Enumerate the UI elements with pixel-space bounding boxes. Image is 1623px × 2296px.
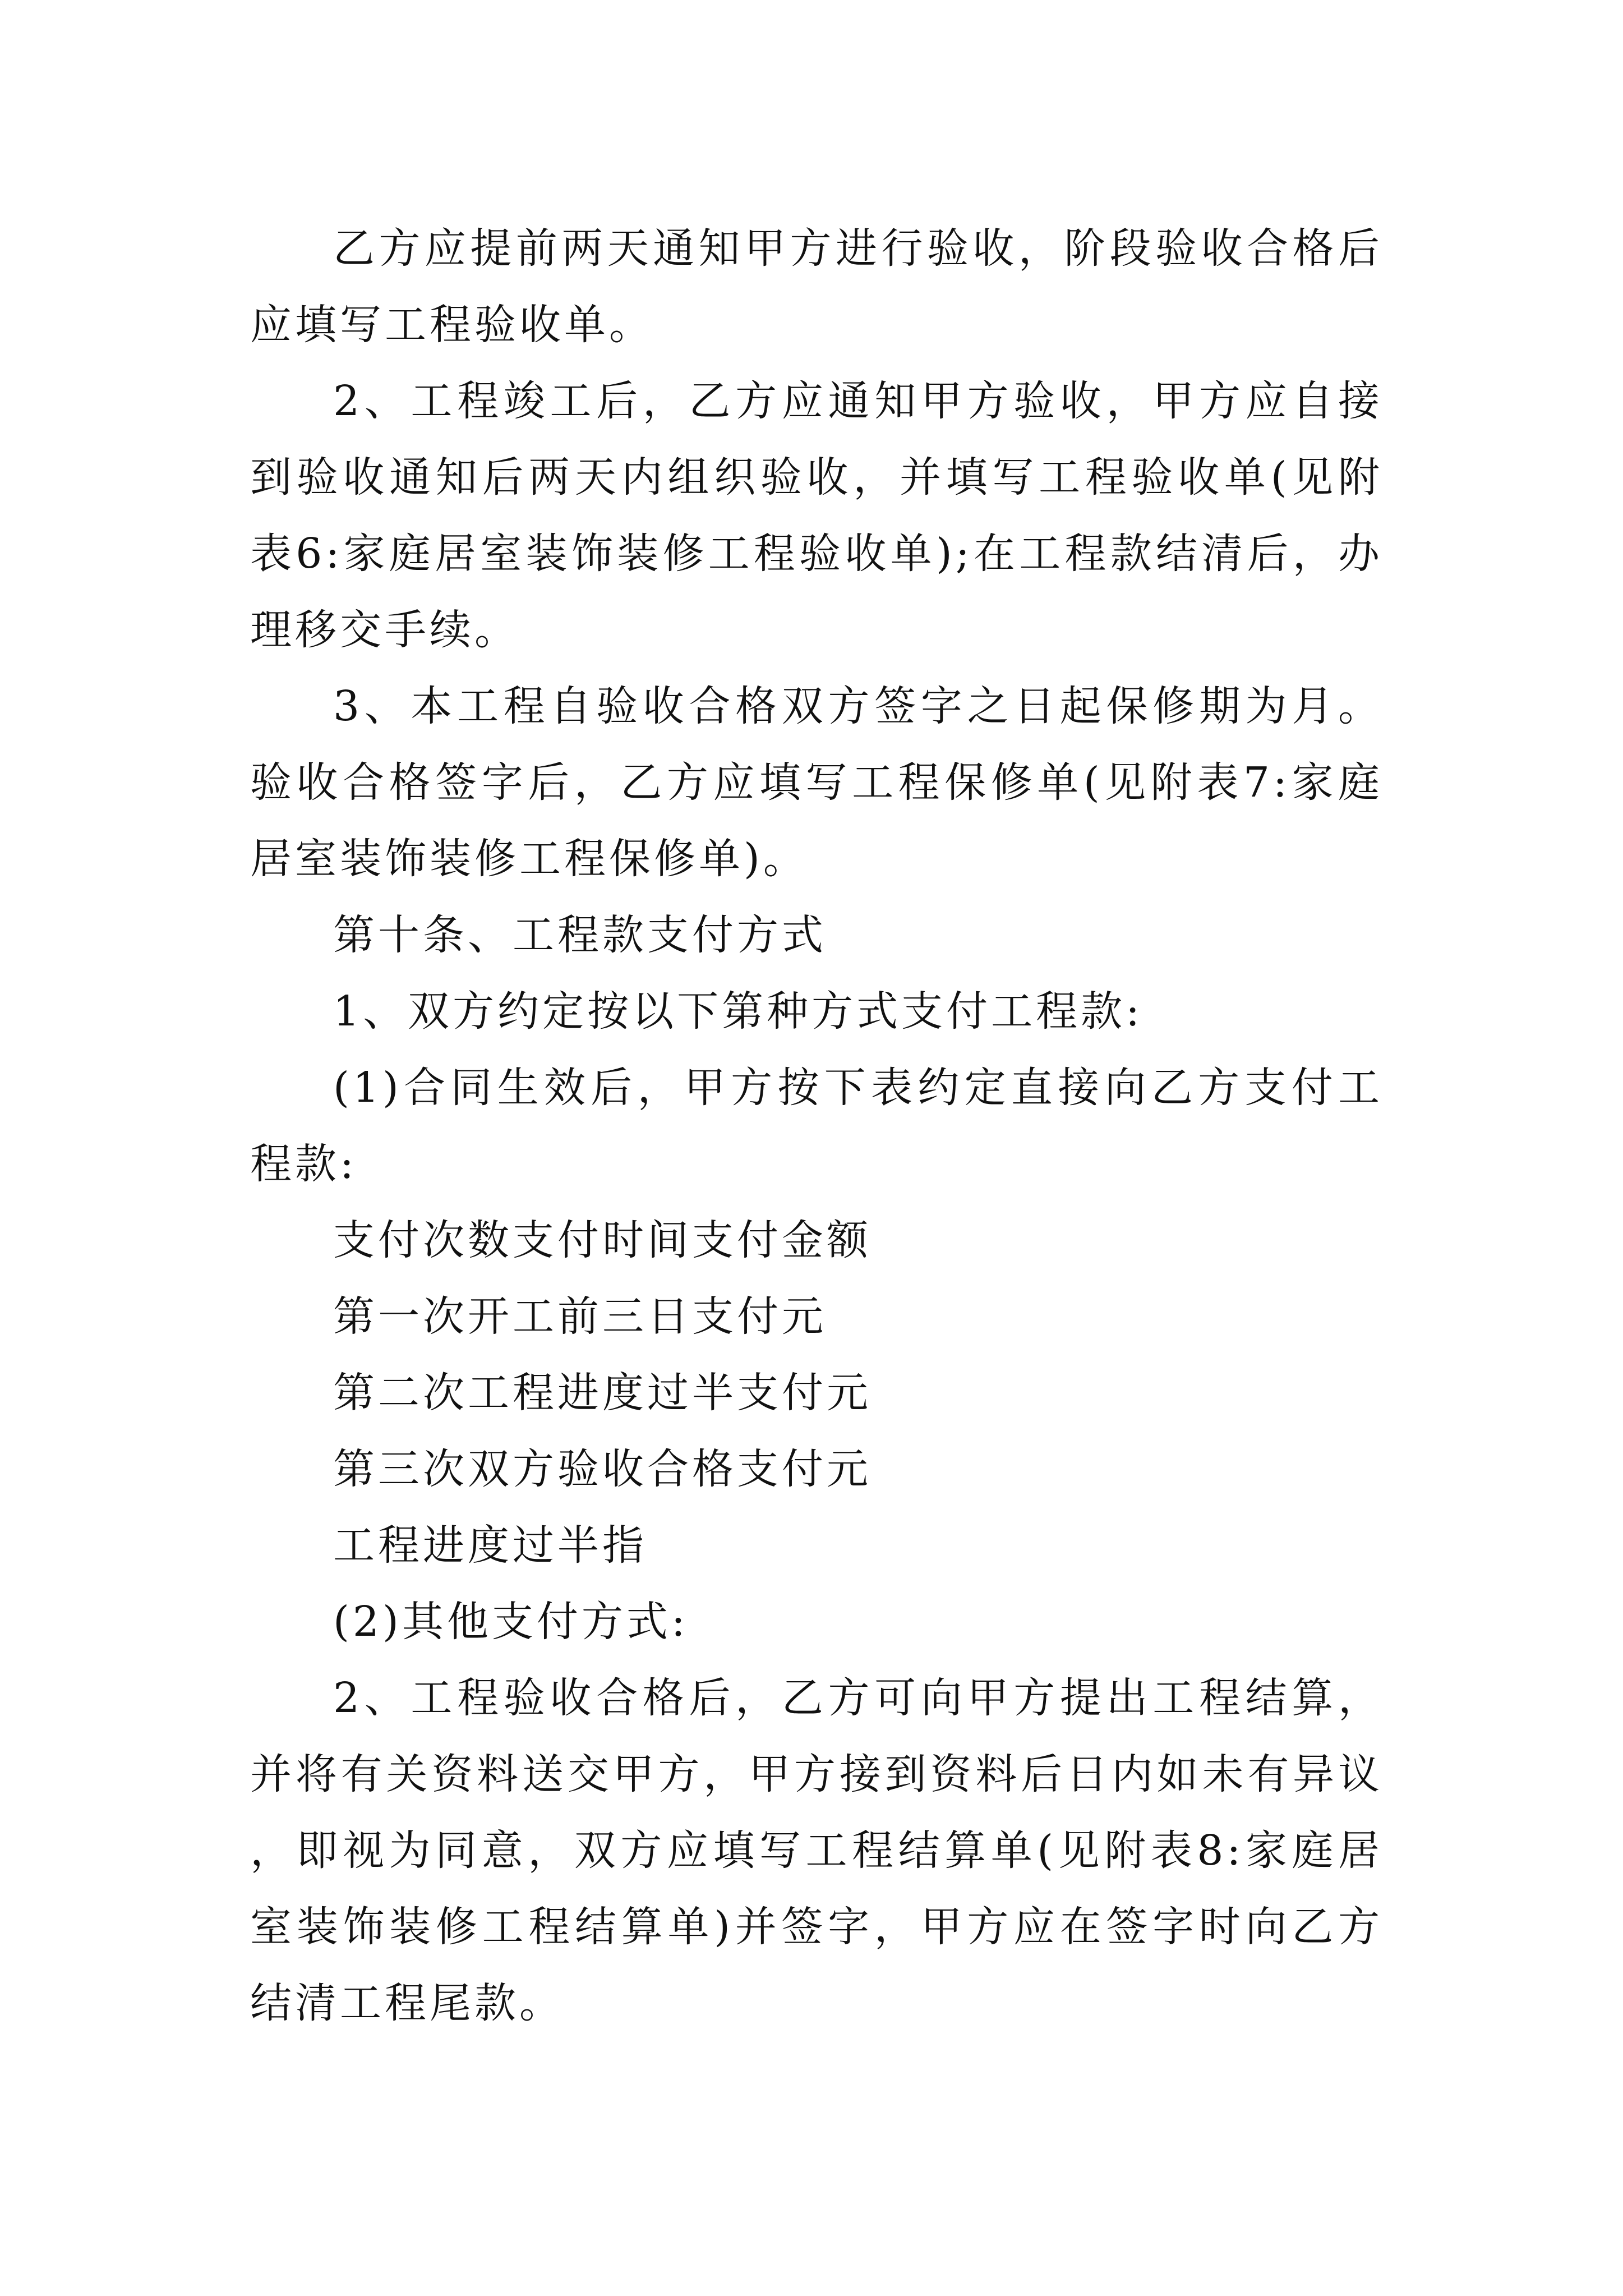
paragraph-progress-definition: 工程进度过半指	[333, 1521, 647, 1570]
paragraph-payment-schedule-intro: (1)合同生效后，甲方按下表约定直接向乙方支付工程款:	[250, 1064, 1383, 1188]
payment-table-header: 支付次数支付时间支付金额	[333, 1216, 872, 1264]
paragraph-payment-method: 1、双方约定按以下第种方式支付工程款:	[333, 987, 1144, 1036]
paragraph-other-payment: (2)其他支付方式:	[333, 1598, 689, 1646]
paragraph-settlement: 2、工程验收合格后，乙方可向甲方提出工程结算，并将有关资料送交甲方，甲方接到资料后日内如未有异议，即视为同意，双方应填写工程结算单(见附表8:家庭居室装饰装修工程结算单)并签字，甲方应在签字时向乙方结清工程尾款。	[250, 1674, 1383, 2027]
paragraph-warranty: 3、本工程自验收合格双方签字之日起保修期为月。验收合格签字后，乙方应填写工程保修单(见附表7:家庭居室装饰装修工程保修单)。	[250, 682, 1383, 883]
payment-row-third: 第三次双方验收合格支付元	[333, 1445, 872, 1493]
payment-row-second: 第二次工程进度过半支付元	[333, 1369, 872, 1417]
payment-row-first: 第一次开工前三日支付元	[333, 1292, 827, 1341]
document-body	[250, 210, 1383, 2041]
section-heading-payment: 第十条、工程款支付方式	[333, 911, 827, 959]
paragraph-completion-acceptance: 2、工程竣工后，乙方应通知甲方验收，甲方应自接到验收通知后两天内组织验收，并填写工程验收单(见附表6:家庭居室装饰装修工程验收单);在工程款结清后，办理移交手续。	[250, 377, 1383, 654]
paragraph-acceptance-notice: 乙方应提前两天通知甲方进行验收，阶段验收合格后应填写工程验收单。	[250, 224, 1383, 349]
